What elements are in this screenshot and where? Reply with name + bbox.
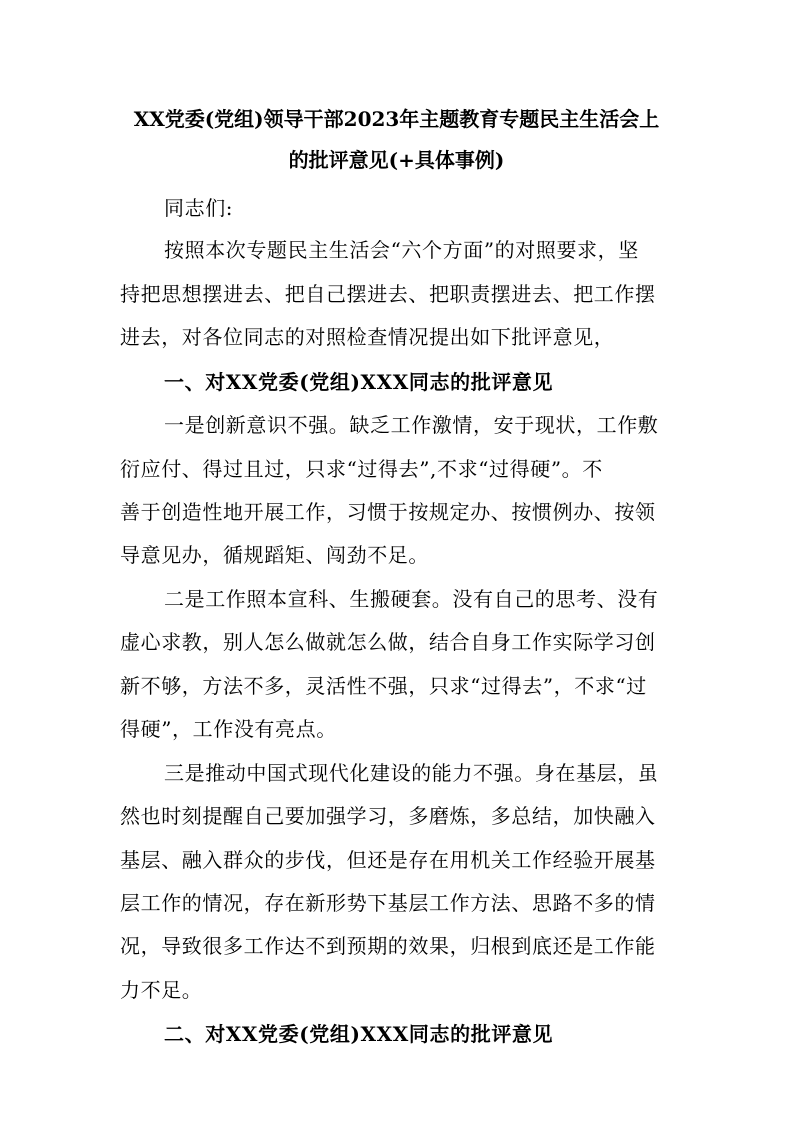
document-title-line-1: XX党委(党组)领导干部2023年主题教育专题民主生活会上 [133, 107, 660, 131]
point-3-line: 层工作的情况，存在新形势下基层工作方法、思路不多的情 [120, 891, 656, 915]
greeting: 同志们: [164, 196, 234, 220]
point-2-line: 二是工作照本宣科、生搬硬套。没有自己的思考、没有 [164, 587, 659, 611]
point-1-line: 衍应付、得过且过，只求“过得去”,不求“过得硬”。不 [120, 457, 603, 481]
point-2-line: 得硬”，工作没有亮点。 [120, 717, 337, 741]
intro-line: 进去，对各位同志的对照检查情况提出如下批评意见， [120, 325, 615, 349]
point-3-line: 力不足。 [120, 978, 203, 1002]
document-title-line-2: 的批评意见(+具体事例) [288, 148, 505, 172]
point-3-line: 然也时刻提醒自己要加强学习，多磨炼，多总结，加快融入 [120, 804, 656, 828]
intro-line: 持把思想摆进去、把自己摆进去、把职责摆进去、把工作摆 [120, 282, 656, 306]
section-2-heading: 二、对XX党委(党组)XXX同志的批评意见 [164, 1022, 554, 1046]
point-1-line: 导意见办，循规蹈矩、闯劲不足。 [120, 543, 429, 567]
point-1-line: 一是创新意识不强。缺乏工作激情，安于现状，工作敷 [164, 413, 659, 437]
point-3-line: 基层、融入群众的步伐，但还是存在用机关工作经验开展基 [120, 848, 656, 872]
point-3-line: 况，导致很多工作达不到预期的效果，归根到底还是工作能 [120, 934, 656, 958]
section-1-heading: 一、对XX党委(党组)XXX同志的批评意见 [164, 370, 554, 394]
intro-line: 按照本次专题民主生活会“六个方面”的对照要求，坚 [164, 238, 639, 262]
point-2-line: 新不够，方法不多，灵活性不强，只求“过得去”，不求“过 [120, 674, 647, 698]
point-1-line: 善于创造性地开展工作，习惯于按规定办、按惯例办、按领 [120, 500, 656, 524]
point-2-line: 虚心求教，别人怎么做就怎么做，结合自身工作实际学习创 [120, 630, 656, 654]
point-3-line: 三是推动中国式现代化建设的能力不强。身在基层，虽 [164, 761, 659, 785]
